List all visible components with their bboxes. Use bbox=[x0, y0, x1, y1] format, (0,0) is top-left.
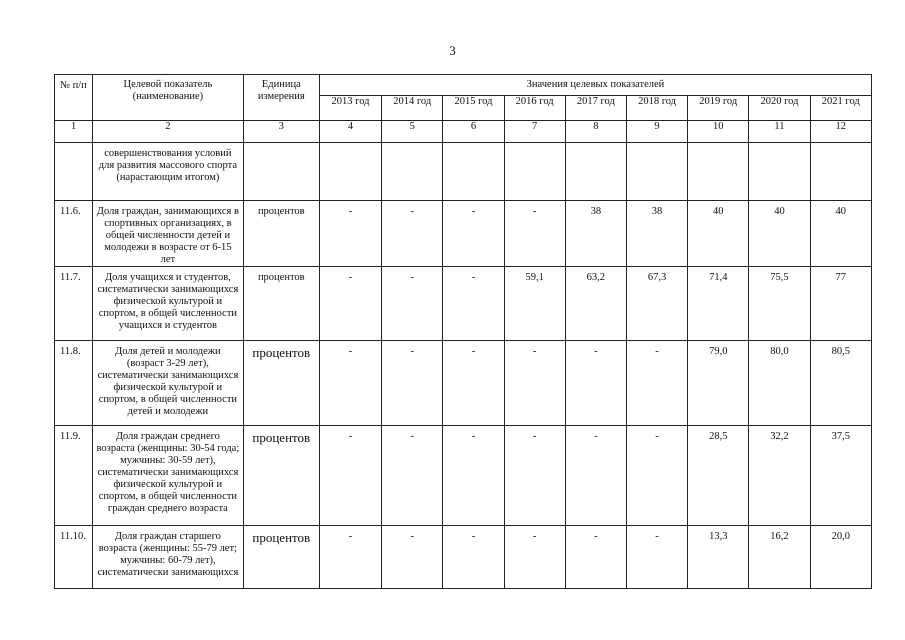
value-cell: - bbox=[319, 341, 381, 426]
value-cell: 20,0 bbox=[810, 526, 871, 589]
value-cell bbox=[626, 143, 687, 201]
table-row bbox=[55, 201, 872, 267]
value-cell: 13,3 bbox=[688, 526, 749, 589]
unit-cell: процентов bbox=[243, 526, 319, 589]
value-cell: 75,5 bbox=[749, 267, 810, 341]
value-cell: 40 bbox=[688, 201, 749, 267]
value-cell bbox=[565, 143, 626, 201]
value-cell: - bbox=[382, 526, 443, 589]
targets-table bbox=[54, 74, 872, 589]
header-year: 2013 год bbox=[319, 96, 381, 121]
value-cell: 80,0 bbox=[749, 341, 810, 426]
column-number: 2 bbox=[93, 121, 244, 143]
value-cell: 67,3 bbox=[626, 267, 687, 341]
value-cell: - bbox=[382, 201, 443, 267]
unit-cell: процентов bbox=[243, 201, 319, 267]
row-number bbox=[55, 143, 93, 201]
indicator-name: Доля граждан, занимающихся в спортивных организациях, в общей численности детей и молодежи в возрасте от 6-15 лет bbox=[93, 201, 244, 267]
value-cell bbox=[688, 143, 749, 201]
column-number-row bbox=[55, 121, 872, 143]
value-cell: - bbox=[382, 426, 443, 526]
header-row bbox=[55, 75, 872, 96]
value-cell bbox=[749, 143, 810, 201]
header-year: 2018 год bbox=[626, 96, 687, 121]
value-cell: - bbox=[319, 526, 381, 589]
page-number: 3 bbox=[449, 43, 456, 58]
header-year: 2020 год bbox=[749, 96, 810, 121]
column-number: 4 bbox=[319, 121, 381, 143]
header-indicator: Целевой показатель (наименование) bbox=[93, 75, 244, 121]
header-year: 2016 год bbox=[504, 96, 565, 121]
value-cell: 77 bbox=[810, 267, 871, 341]
header-unit: Единица измерения bbox=[243, 75, 319, 121]
value-cell: - bbox=[504, 426, 565, 526]
value-cell bbox=[443, 143, 504, 201]
unit-cell: процентов bbox=[243, 341, 319, 426]
header-year: 2019 год bbox=[688, 96, 749, 121]
row-number: 11.8. bbox=[55, 341, 93, 426]
table-row bbox=[55, 526, 872, 589]
value-cell: - bbox=[382, 267, 443, 341]
value-cell: - bbox=[565, 426, 626, 526]
value-cell bbox=[810, 143, 871, 201]
column-number: 12 bbox=[810, 121, 871, 143]
unit-cell: процентов bbox=[243, 426, 319, 526]
value-cell: - bbox=[382, 341, 443, 426]
header-year: 2014 год bbox=[382, 96, 443, 121]
value-cell: 40 bbox=[749, 201, 810, 267]
value-cell: - bbox=[626, 341, 687, 426]
column-number: 7 bbox=[504, 121, 565, 143]
table-row bbox=[55, 143, 872, 201]
header-year: 2021 год bbox=[810, 96, 871, 121]
value-cell: - bbox=[504, 201, 565, 267]
row-number: 11.10. bbox=[55, 526, 93, 589]
column-number: 11 bbox=[749, 121, 810, 143]
value-cell: - bbox=[626, 426, 687, 526]
value-cell: - bbox=[504, 526, 565, 589]
value-cell: 59,1 bbox=[504, 267, 565, 341]
column-number: 3 bbox=[243, 121, 319, 143]
unit-cell: процентов bbox=[243, 267, 319, 341]
indicator-name: совершенствования условий для развития массового спорта (нарастающим итогом) bbox=[93, 143, 244, 201]
value-cell: - bbox=[443, 341, 504, 426]
column-number: 6 bbox=[443, 121, 504, 143]
indicator-name: Доля граждан старшего возраста (женщины: 55-79 лет; мужчины: 60-79 лет), систематически занимающихся bbox=[93, 526, 244, 589]
value-cell: - bbox=[565, 341, 626, 426]
header-year: 2017 год bbox=[565, 96, 626, 121]
column-number: 10 bbox=[688, 121, 749, 143]
column-number: 9 bbox=[626, 121, 687, 143]
value-cell: 40 bbox=[810, 201, 871, 267]
value-cell: 28,5 bbox=[688, 426, 749, 526]
value-cell: 80,5 bbox=[810, 341, 871, 426]
value-cell bbox=[382, 143, 443, 201]
column-number: 5 bbox=[382, 121, 443, 143]
value-cell: 32,2 bbox=[749, 426, 810, 526]
value-cell: - bbox=[319, 201, 381, 267]
row-number: 11.7. bbox=[55, 267, 93, 341]
value-cell: 63,2 bbox=[565, 267, 626, 341]
unit-cell bbox=[243, 143, 319, 201]
row-number: 11.9. bbox=[55, 426, 93, 526]
indicator-name: Доля детей и молодежи (возраст 3-29 лет), систематически занимающихся физической культурой и спортом, в общей численности детей и молодежи bbox=[93, 341, 244, 426]
value-cell bbox=[504, 143, 565, 201]
value-cell: 38 bbox=[626, 201, 687, 267]
value-cell: - bbox=[504, 341, 565, 426]
value-cell bbox=[319, 143, 381, 201]
header-year: 2015 год bbox=[443, 96, 504, 121]
value-cell: - bbox=[565, 526, 626, 589]
indicator-name: Доля учащихся и студентов, систематически занимающихся физической культурой и спортом, в общей численности учащихся и студентов bbox=[93, 267, 244, 341]
header-num: № п/п bbox=[55, 75, 93, 121]
value-cell: - bbox=[443, 526, 504, 589]
value-cell: - bbox=[443, 201, 504, 267]
value-cell: - bbox=[319, 267, 381, 341]
indicator-name: Доля граждан среднего возраста (женщины: 30-54 года; мужчины: 30-59 лет), систематически занимающихся физической культурой и спортом, в общей численности граждан среднего возраста bbox=[93, 426, 244, 526]
row-number: 11.6. bbox=[55, 201, 93, 267]
table-row bbox=[55, 267, 872, 341]
value-cell: 16,2 bbox=[749, 526, 810, 589]
value-cell: - bbox=[319, 426, 381, 526]
value-cell: 38 bbox=[565, 201, 626, 267]
header-values: Значения целевых показателей bbox=[319, 75, 871, 96]
value-cell: 79,0 bbox=[688, 341, 749, 426]
column-number: 8 bbox=[565, 121, 626, 143]
table-row bbox=[55, 341, 872, 426]
value-cell: 37,5 bbox=[810, 426, 871, 526]
column-number: 1 bbox=[55, 121, 93, 143]
value-cell: - bbox=[443, 267, 504, 341]
value-cell: - bbox=[626, 526, 687, 589]
value-cell: 71,4 bbox=[688, 267, 749, 341]
table-row bbox=[55, 426, 872, 526]
value-cell: - bbox=[443, 426, 504, 526]
